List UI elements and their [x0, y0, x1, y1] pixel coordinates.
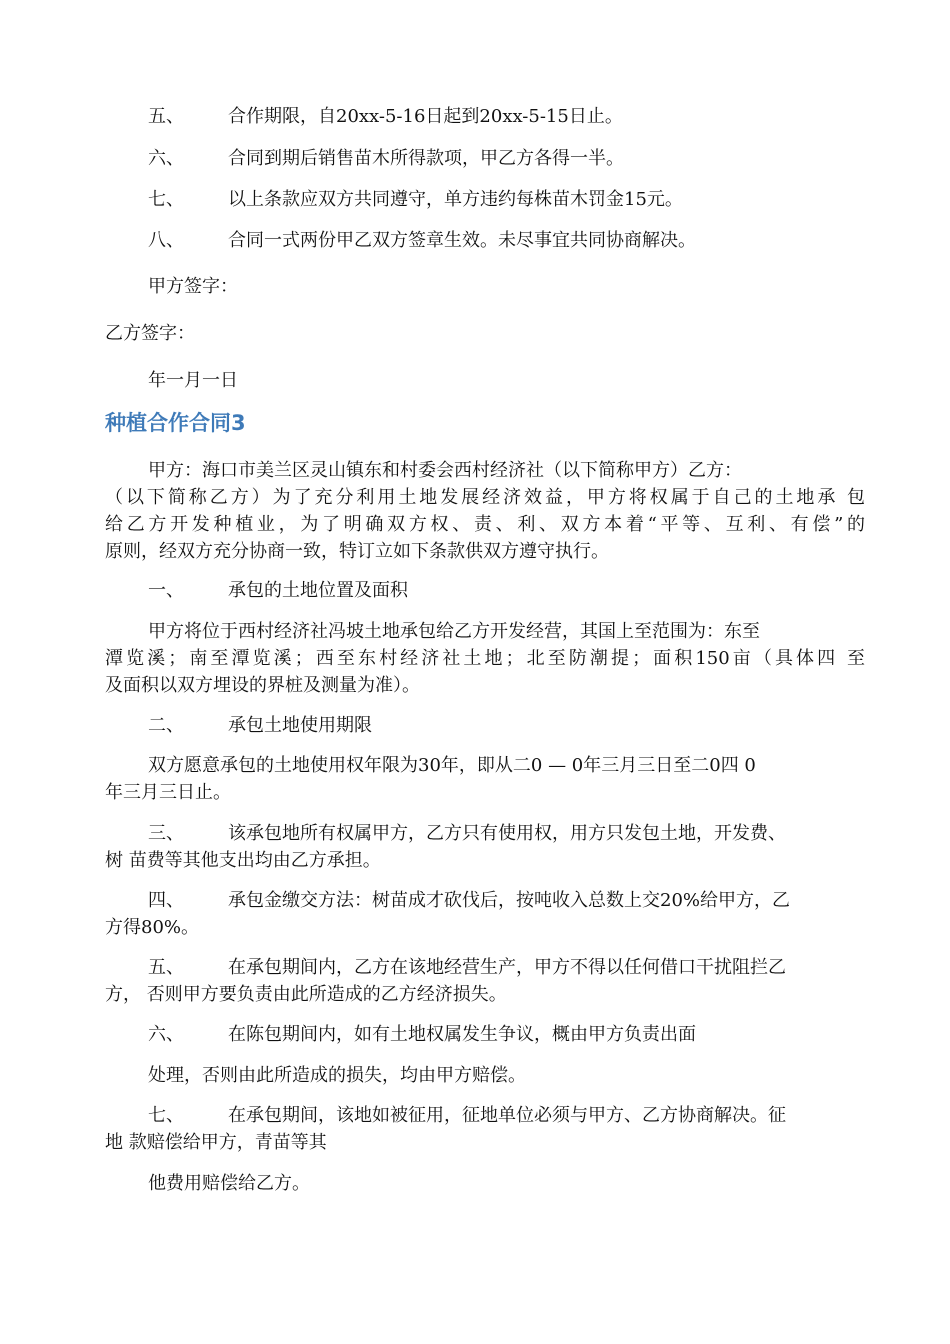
clause-title: 承包土地使用期限 [228, 715, 372, 736]
item-number: 八、 [148, 230, 184, 251]
intro-line-2: （以下简称乙方）为了充分利用土地发展经济效益，甲方将权属于自己的土地承 包 [105, 487, 865, 508]
clause-text: 该承包地所有权属甲方，乙方只有使用权，用方只发包土地，开发费、 [228, 823, 786, 844]
clause-number: 一、 [148, 580, 184, 601]
clause-body-line: 双方愿意承包的土地使用权年限为30年，即从二0 — 0年三月三日至二0四 0 [148, 755, 756, 776]
clause-text: 在陈包期间内，如有土地权属发生争议，概由甲方负责出面 [228, 1024, 696, 1045]
clause-cont: 方得80%。 [105, 917, 200, 938]
clause-number: 六、 [148, 1024, 184, 1045]
item-text: 合作期限，自20xx-5-16日起到20xx-5-15日止。 [228, 106, 623, 127]
intro-line-1: 甲方：海口市美兰区灵山镇东和村委会西村经济社（以下简称甲方）乙方： [148, 460, 742, 481]
clause-body-line: 甲方将位于西村经济社冯坡土地承包给乙方开发经营，其国上至范围为：东至 [148, 621, 760, 642]
section-heading: 种植合作合同3 [105, 411, 246, 435]
signature-party-a: 甲方签字： [148, 276, 238, 297]
clause-text: 在承包期间内，乙方在该地经营生产，甲方不得以任何借口干扰阻拦乙 [228, 957, 786, 978]
clause-body-line: 年三月三日止。 [105, 782, 231, 803]
clause-cont: 方， 否则甲方要负责由此所造成的乙方经济损失。 [105, 984, 507, 1005]
intro-line-4: 原则，经双方充分协商一致，特订立如下条款供双方遵守执行。 [105, 541, 609, 562]
clause-number: 五、 [148, 957, 184, 978]
item-number: 六、 [148, 148, 184, 169]
item-text: 合同到期后销售苗木所得款项，甲乙方各得一半。 [228, 148, 624, 169]
item-text: 以上条款应双方共同遵守，单方违约每株苗木罚金15元。 [228, 189, 683, 210]
signature-party-b: 乙方签字： [105, 323, 195, 344]
clause-cont: 地 款赔偿给甲方，青苗等其 [105, 1132, 327, 1153]
item-number: 七、 [148, 189, 184, 210]
item-text: 合同一式两份甲乙双方签章生效。未尽事宜共同协商解决。 [228, 230, 696, 251]
clause-number: 二、 [148, 715, 184, 736]
clause-cont: 他费用赔偿给乙方。 [148, 1173, 310, 1194]
clause-number: 七、 [148, 1105, 184, 1126]
clause-number: 三、 [148, 823, 184, 844]
item-number: 五、 [148, 106, 184, 127]
clause-number: 四、 [148, 890, 184, 911]
clause-text: 在承包期间，该地如被征用，征地单位必须与甲方、乙方协商解决。征 [228, 1105, 786, 1126]
clause-cont: 树 苗费等其他支出均由乙方承担。 [105, 850, 381, 871]
clause-cont: 处理，否则由此所造成的损失，均由甲方赔偿。 [148, 1065, 526, 1086]
clause-body-line: 及面积以双方埋设的界桩及测量为准）。 [105, 675, 420, 696]
intro-line-3: 给乙方开发种植业，为了明确双方权、责、利、双方本着“平等、互利、有偿”的 [105, 514, 865, 535]
clause-title: 承包的土地位置及面积 [228, 580, 408, 601]
signature-date: 年一月一日 [148, 370, 238, 391]
clause-text: 承包金缴交方法：树苗成才砍伐后，按吨收入总数上交20%给甲方，乙 [228, 890, 791, 911]
clause-body-line: 潭览溪；南至潭览溪；西至东村经济社土地；北至防潮提；面积150亩（具体四 至 [105, 648, 865, 669]
